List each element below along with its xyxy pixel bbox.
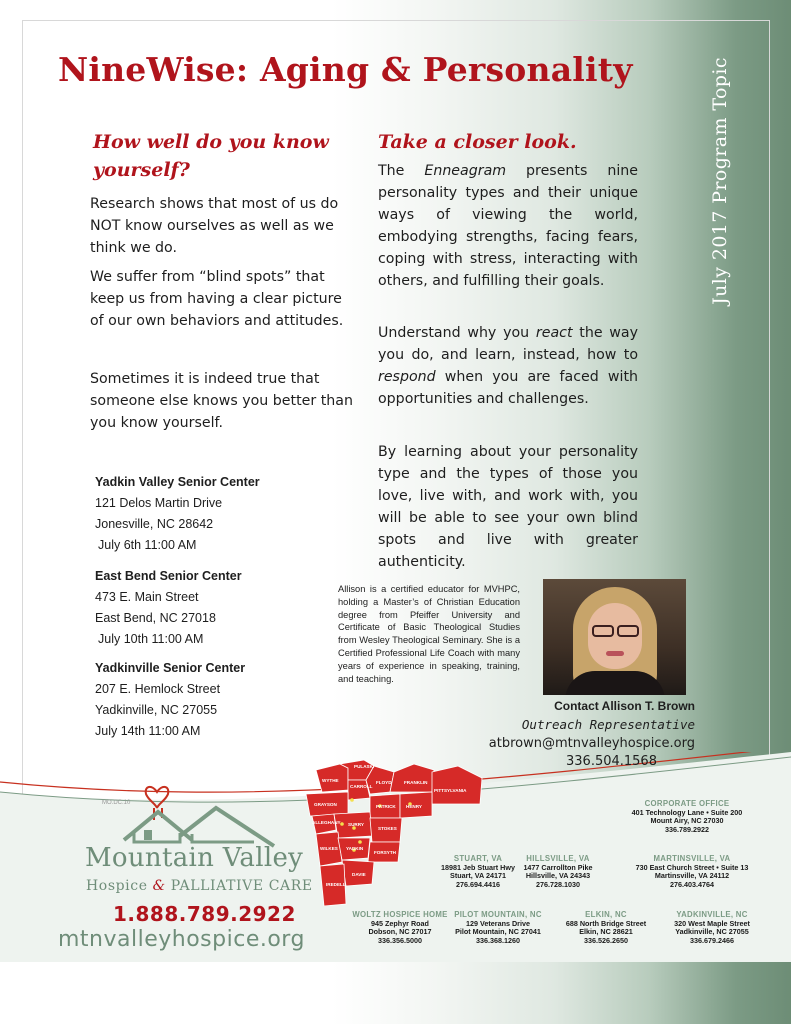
county-label: WILKES — [320, 846, 338, 851]
photo-top — [565, 671, 665, 695]
photo-glasses-left — [592, 625, 614, 637]
presenter-photo — [543, 579, 686, 695]
text-run: The — [378, 163, 425, 179]
contact-role: Outreach Representative — [521, 717, 695, 732]
office-title: STUART, VA — [453, 854, 503, 863]
office-line: Martinsville, VA 24112 — [654, 871, 730, 881]
logo-code: MO.DC.10 — [102, 800, 131, 806]
county-label: STOKES — [378, 826, 397, 831]
county-label: FLOYD — [376, 780, 392, 785]
office-title: PILOT MOUNTAIN, NC — [454, 910, 542, 919]
county-label: IREDELL — [326, 882, 346, 887]
contact-name: Contact Allison T. Brown — [554, 699, 695, 713]
office-line: Elkin, NC 28621 — [579, 927, 633, 937]
text-run: Understand why you — [378, 325, 536, 341]
office-line: 336.356.5000 — [378, 935, 422, 945]
program-topic-label — [700, 46, 740, 316]
office-title: CORPORATE OFFICE — [644, 799, 730, 808]
office-title: YADKINVILLE, NC — [676, 910, 748, 919]
office-title: MARTINSVILLE, VA — [653, 854, 731, 863]
office-woltz-hospice-home — [344, 911, 456, 945]
office-line: 945 Zephyr Road — [371, 918, 429, 928]
office-line: 276.694.4416 — [456, 879, 500, 889]
county-label: WYTHE — [322, 778, 339, 783]
county-label: PITTSYLVANIA — [434, 788, 467, 793]
office-line: 276.403.4764 — [670, 879, 714, 889]
office-line: Stuart, VA 24171 — [450, 871, 506, 881]
office-line: 276.728.1030 — [536, 879, 580, 889]
left-paragraph-1: Research shows that most of us do NOT know ourselves as well as we think we do. — [90, 196, 339, 256]
office-line: Pilot Mountain, NC 27041 — [455, 927, 541, 937]
office-line: 730 East Church Street • Suite 13 — [635, 862, 749, 872]
location-street: 121 Delos Martin Drive — [95, 496, 223, 510]
office-line: 1477 Carrollton Pike — [523, 862, 593, 872]
office-title: HILLSVILLE, VA — [526, 854, 590, 863]
enneagram-term: Enneagram — [424, 163, 507, 179]
office-line: 336.368.1260 — [476, 935, 520, 945]
office-line: Dobson, NC 27017 — [368, 927, 432, 937]
right-paragraph-3: By learning about your personality type and the types of those you love, live with, and work with, you will be able to see your own blind spots and live with greater authenticity. — [378, 444, 638, 570]
right-heading: Take a closer look. — [378, 131, 577, 153]
location-street: 473 E. Main Street — [95, 590, 199, 604]
emphasis-react: react — [535, 325, 573, 341]
office-hillsville — [508, 855, 608, 889]
office-line: 401 Technology Lane • Suite 200 — [631, 807, 743, 817]
office-line: 336.789.2922 — [665, 824, 709, 834]
logo-ampersand: & — [152, 878, 166, 894]
location-city: East Bend, NC 27018 — [95, 611, 216, 625]
page-title: NineWise: Aging & Personality — [58, 50, 633, 89]
map-star — [358, 840, 362, 844]
office-title: ELKIN, NC — [585, 910, 627, 919]
photo-lips — [606, 651, 624, 656]
text-run: the way you do, and learn, instead, how to — [378, 325, 639, 363]
office-line: 336.526.2650 — [584, 935, 628, 945]
text-run: PALLIATIVE CARE — [165, 878, 313, 894]
county-label: PULASKI — [354, 764, 375, 769]
location-city: Yadkinville, NC 27055 — [95, 703, 218, 717]
location-east-bend — [95, 566, 335, 650]
text-run: Hospice — [86, 878, 153, 894]
county-label: CARROLL — [350, 784, 373, 789]
office-title: WOLTZ HOSPICE HOME — [352, 910, 448, 919]
office-line: 688 North Bridge Street — [565, 918, 647, 928]
left-heading: How well do you know yourself? — [93, 131, 329, 181]
logo-subtitle — [86, 878, 313, 894]
presenter-bio: Allison is a certified educator for MVHPC, holding a Master’s of Christian Education degree from Pfeiffer University and Certificate of Basic Theological Studies from Wesley Theological Seminary. She is a Certified Professional Life Coach with many years of experience in speaking, training, and teaching. — [338, 584, 520, 684]
location-date: July 6th 11:00 AM — [98, 538, 197, 552]
right-paragraph-1 — [378, 160, 638, 292]
office-line: Hillsville, VA 24343 — [525, 871, 591, 881]
county-label: DAVIE — [352, 872, 366, 877]
location-date: July 10th 11:00 AM — [98, 632, 204, 646]
hospice-website-link[interactable]: mtnvalleyhospice.org — [58, 927, 305, 952]
contact-phone[interactable]: 336.504.1568 — [566, 754, 657, 769]
left-paragraph-2: We suffer from “blind spots” that keep us from having a clear picture of our own behaviors and attitudes. — [90, 269, 344, 329]
county-label: SURRY — [348, 822, 364, 827]
office-line: 320 West Maple Street — [674, 918, 750, 928]
location-name: East Bend Senior Center — [95, 569, 242, 583]
office-line: 129 Veterans Drive — [466, 918, 530, 928]
photo-glasses-right — [617, 625, 639, 637]
location-yadkin-valley — [95, 472, 335, 556]
office-line: Yadkinville, NC 27055 — [675, 927, 749, 937]
right-paragraph-2 — [378, 322, 638, 410]
text-run: presents nine personality types and their unique ways of viewing the world, embodying strengths, facing fears, coping with stress, interacting with others, and fulfilling their goals. — [378, 163, 638, 289]
program-topic-text: July 2017 Program Topic — [709, 57, 731, 305]
contact-email-link[interactable]: atbrown@mtnvalleyhospice.org — [488, 736, 695, 751]
location-date: July 14th 11:00 AM — [95, 724, 201, 738]
left-paragraph-3: Sometimes it is indeed true that someone else knows you better than you know yourself. — [90, 371, 353, 431]
location-name: Yadkinville Senior Center — [95, 661, 246, 675]
county-franklin — [390, 764, 434, 792]
location-city: Jonesville, NC 28642 — [95, 517, 214, 531]
text-run: when you are faced with opportunities and challenges. — [378, 369, 638, 407]
office-elkin — [556, 911, 656, 945]
county-label: PATRICK — [376, 804, 396, 809]
location-name: Yadkin Valley Senior Center — [95, 475, 260, 489]
county-label: ALLEGHANY — [312, 820, 341, 825]
county-label: YADKIN — [346, 846, 364, 851]
office-corporate — [604, 800, 770, 834]
county-label: FRANKLIN — [404, 780, 428, 785]
location-yadkinville — [95, 658, 335, 742]
office-line: 18981 Jeb Stuart Hwy — [441, 862, 515, 872]
contact-block — [488, 697, 695, 771]
county-pittsylvania — [432, 766, 482, 804]
map-star — [350, 798, 354, 802]
logo-name: Mountain Valley — [85, 843, 304, 873]
hospice-phone[interactable]: 1.888.789.2922 — [113, 902, 296, 926]
emphasis-respond: respond — [378, 369, 436, 385]
county-label: HENRY — [406, 804, 422, 809]
office-yadkinville — [654, 911, 770, 945]
office-line: 336.679.2466 — [690, 935, 734, 945]
office-martinsville — [612, 855, 772, 889]
location-street: 207 E. Hemlock Street — [95, 682, 221, 696]
office-pilot-mountain — [443, 911, 553, 945]
county-label: GRAYSON — [314, 802, 337, 807]
office-line: Mount Airy, NC 27030 — [650, 816, 724, 826]
county-label: FORSYTH — [374, 850, 396, 855]
map-star — [340, 822, 344, 826]
